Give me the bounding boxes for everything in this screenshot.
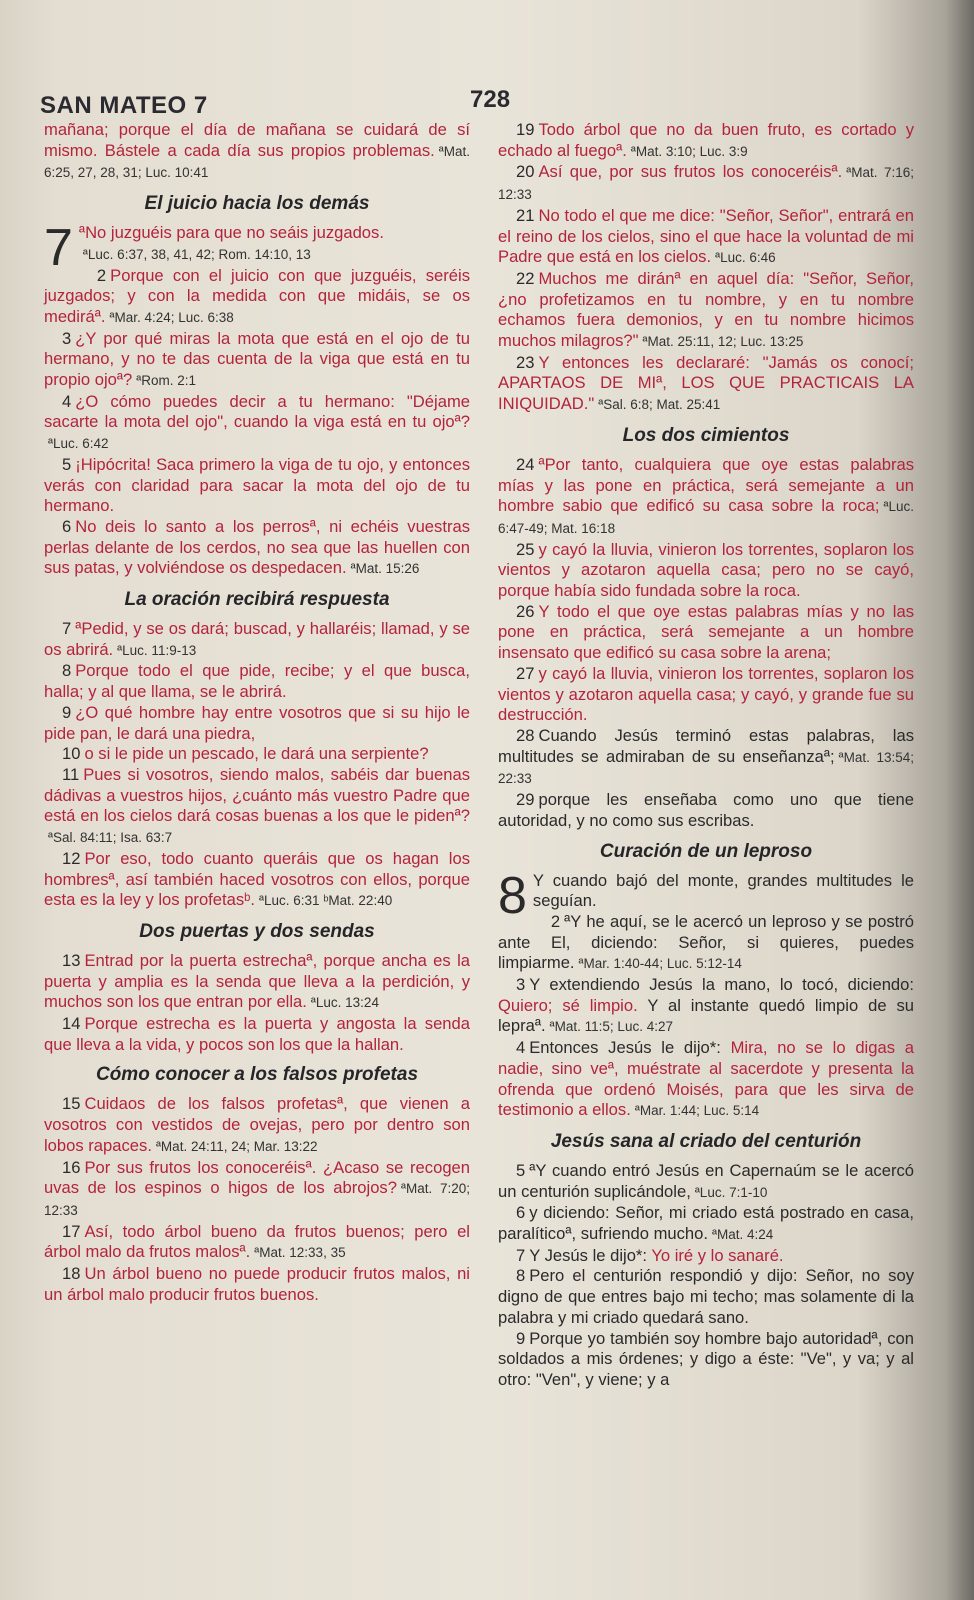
- verse: 13 Entrad por la puerta estrechaª, porque ancha es la puerta y amplia es la senda que lleva a la perdición, y muchos son los que entran por ella. ªLuc. 13:24: [44, 950, 470, 1012]
- verse: 16 Por sus frutos los conoceréisª. ¿Acaso se recogen uvas de los espinos o higos de los abrojos? ªMat. 7:20; 12:33: [44, 1157, 470, 1218]
- verse: 6 No deis lo santo a los perrosª, ni echéis vuestras perlas delante de los cerdos, no sea que las huellen con sus patas, y volviéndose os despedacen. ªMat. 15:26: [44, 516, 470, 578]
- verse: 7 Y Jesús le dijo*: Yo iré y lo sanaré.: [516, 1245, 784, 1265]
- verse: 25 y cayó la lluvia, vinieron los torrentes, soplaron los vientos y azotaron aquella casa; pero no se cayó, porque había sido fundada sobre la roca.: [498, 539, 914, 601]
- verse: 23 Y entonces les declararé: "Jamás os conocí; APARTAOS DE MIª, LOS QUE PRACTICAIS LA INIQUIDAD." ªSal. 6:8; Mat. 25:41: [498, 352, 914, 414]
- verse: 15 Cuidaos de los falsos profetasª, que vienen a vosotros con vestidos de ovejas, pero por dentro son lobos rapaces. ªMat. 24:11, 24; Mar. 13:22: [44, 1094, 470, 1155]
- verse: 4 ¿O cómo puedes decir a tu hermano: "Déjame sacarte la mota del ojo", cuando la viga está en tu ojoª?ªLuc. 6:42: [44, 391, 470, 452]
- verse: 17 Así, todo árbol bueno da frutos buenos; pero el árbol malo da frutos malosª. ªMat. 12:33, 35: [44, 1221, 470, 1262]
- verse: 14 Porque estrecha es la puerta y angosta la senda que lleva a la vida, y pocos son los que la hallan.: [44, 1014, 470, 1054]
- verse: 12 Por eso, todo cuanto queráis que os hagan los hombresª, así también haced vosotros con ellos, porque esta es la ley y los profetasᵇ. ªLuc. 6:31 ᵇMat. 22:40: [44, 848, 470, 910]
- verse: 11 Pues si vosotros, siendo malos, sabéis dar buenas dádivas a vuestros hijos, ¿cuánto más vuestro Padre que está en los cielos dará cosas buenas a los que le pidenª?ªSal. 84:11; Isa. 63:7: [44, 764, 470, 846]
- section-heading: Cómo conocer a los falsos profetas: [95, 1064, 419, 1086]
- section-heading: Jesús sana al criado del centurión: [550, 1130, 862, 1152]
- verse: 8 Pero el centurión respondió y dijo: Señor, no soy digno de que entres bajo mi techo; mas solamente di la palabra y mi criado quedará sano.: [498, 1266, 914, 1327]
- verse: 20 Así que, por sus frutos los conoceréisª. ªMat. 7:16; 12:33: [498, 162, 914, 203]
- verse: 7 ªPedid, y se os dará; buscad, y hallaréis; llamad, y se os abrirá. ªLuc. 11:9-13: [44, 619, 470, 659]
- section-heading: Curación de un leproso: [599, 840, 813, 862]
- verse: 4 Entonces Jesús le dijo*: Mira, no se lo digas a nadie, sino veª, muéstrate al sacerdote y presenta la ofrenda que ordenó Moisés, para que les sirva de testimonio a ellos. ªMar. 1:44; Luc. 5:14: [498, 1038, 914, 1120]
- chapter-number: 8: [498, 866, 527, 925]
- verse: 3 ¿Y por qué miras la mota que está en el ojo de tu hermano, y no te das cuenta de la viga que está en tu propio ojoª? ªRom. 2:1: [44, 328, 470, 390]
- verse: 6 y diciendo: Señor, mi criado está postrado en casa, paralíticoª, sufriendo mucho. ªMat. 4:24: [498, 1203, 914, 1244]
- verse: 18 Un árbol bueno no puede producir frutos malos, ni un árbol malo producir frutos buenos.: [44, 1264, 470, 1304]
- book-chapter-header: SAN MATEO 7: [40, 92, 208, 119]
- verse: 19 Todo árbol que no da buen fruto, es cortado y echado al fuegoª. ªMat. 3:10; Luc. 3:9: [498, 120, 914, 160]
- section-heading: El juicio hacia los demás: [144, 193, 370, 215]
- verse: 8 Porque todo el que pide, recibe; y el que busca, halla; y al que llama, se le abrirá.: [44, 661, 470, 702]
- verse: 5 ªY cuando entró Jesús en Capernaúm se le acercó un centurión suplicándole, ªLuc. 7:1-10: [498, 1160, 914, 1201]
- verse: 2 ªY he aquí, se le acercó un leproso y se postró ante El, diciendo: Señor, si quieres, puedes limpiarme. ªMar. 1:40-44; Luc. 5:12-14: [498, 911, 914, 973]
- verse: 22 Muchos me diránª en aquel día: "Señor, Señor, ¿no profetizamos en tu nombre, y en tu nombre echamos fuera demonios, y en tu nombre hicimos muchos milagros?" ªMat. 25:11, 12; Luc. 13:25: [498, 268, 914, 351]
- verse: 28 Cuando Jesús terminó estas palabras, las multitudes se admiraban de su enseñanzaª; ªMat. 13:54; 22:33: [498, 725, 914, 787]
- verse: 5 ¡Hipócrita! Saca primero la viga de tu ojo, y entonces verás con claridad para sacar la mota del ojo de tu hermano.: [44, 454, 470, 516]
- verse: 29 porque les enseñaba como uno que tiene autoridad, y no como sus escribas.: [498, 790, 914, 830]
- verse: 24 ªPor tanto, cualquiera que oye estas palabras mías y las pone en práctica, será semejante a un hombre sabio que edificó su casa sobre la roca; ªLuc. 6:47-49; Mat. 16:18: [498, 454, 914, 536]
- section-heading: Dos puertas y dos sendas: [139, 920, 375, 942]
- right-column: [498, 120, 914, 1391]
- verse: 9 Porque yo también soy hombre bajo autoridadª, con soldados a mis órdenes; y digo a éste: "Ve", y va; y al otro: "Ven", y viene; y a: [498, 1328, 914, 1389]
- verse: mañana; porque el día de mañana se cuidará de sí mismo. Bástele a cada día sus propios problemas. ªMat. 6:25, 27, 28, 31; Luc. 10:41: [44, 120, 470, 181]
- verse: 10 o si le pide un pescado, le dará una serpiente?: [62, 744, 429, 764]
- verse: 26 Y todo el que oye estas palabras mías y no las pone en práctica, será semejante a un hombre insensato que edificó su casa sobre la arena;: [498, 601, 914, 663]
- page-number: 728: [470, 86, 511, 113]
- verse: 21 No todo el que me dice: "Señor, Señor", entrará en el reino de los cielos, sino el que hace la voluntad de mi Padre que está en los cielos. ªLuc. 6:46: [498, 205, 914, 267]
- verse: 27 y cayó la lluvia, vinieron los torrentes, soplaron los vientos y azotaron aquella casa; y cayó, y grande fue su destrucción.: [498, 663, 914, 725]
- verse: 3 Y extendiendo Jesús la mano, lo tocó, diciendo: Quiero; sé limpio. Y al instante quedó limpio de su lepraª. ªMat. 11:5; Luc. 4:27: [498, 975, 914, 1036]
- section-heading: La oración recibirá respuesta: [124, 589, 390, 611]
- verse: 2 Porque con el juicio con que juzguéis, seréis juzgados; y con la medida con que midáis, se os mediráª. ªMar. 4:24; Luc. 6:38: [44, 265, 470, 326]
- section-heading: Los dos cimientos: [622, 424, 790, 446]
- verse: 9 ¿O qué hombre hay entre vosotros que si su hijo le pide pan, le dará una piedra,: [44, 702, 470, 743]
- left-column: [44, 120, 470, 1305]
- chapter-number: 7: [44, 219, 73, 278]
- verse: 8 Y cuando bajó del monte, grandes multitudes le seguían.: [498, 866, 914, 925]
- verse: 7 ªNo juzguéis para que no seáis juzgados. ªLuc. 6:37, 38, 41, 42; Rom. 14:10, 13: [44, 219, 384, 278]
